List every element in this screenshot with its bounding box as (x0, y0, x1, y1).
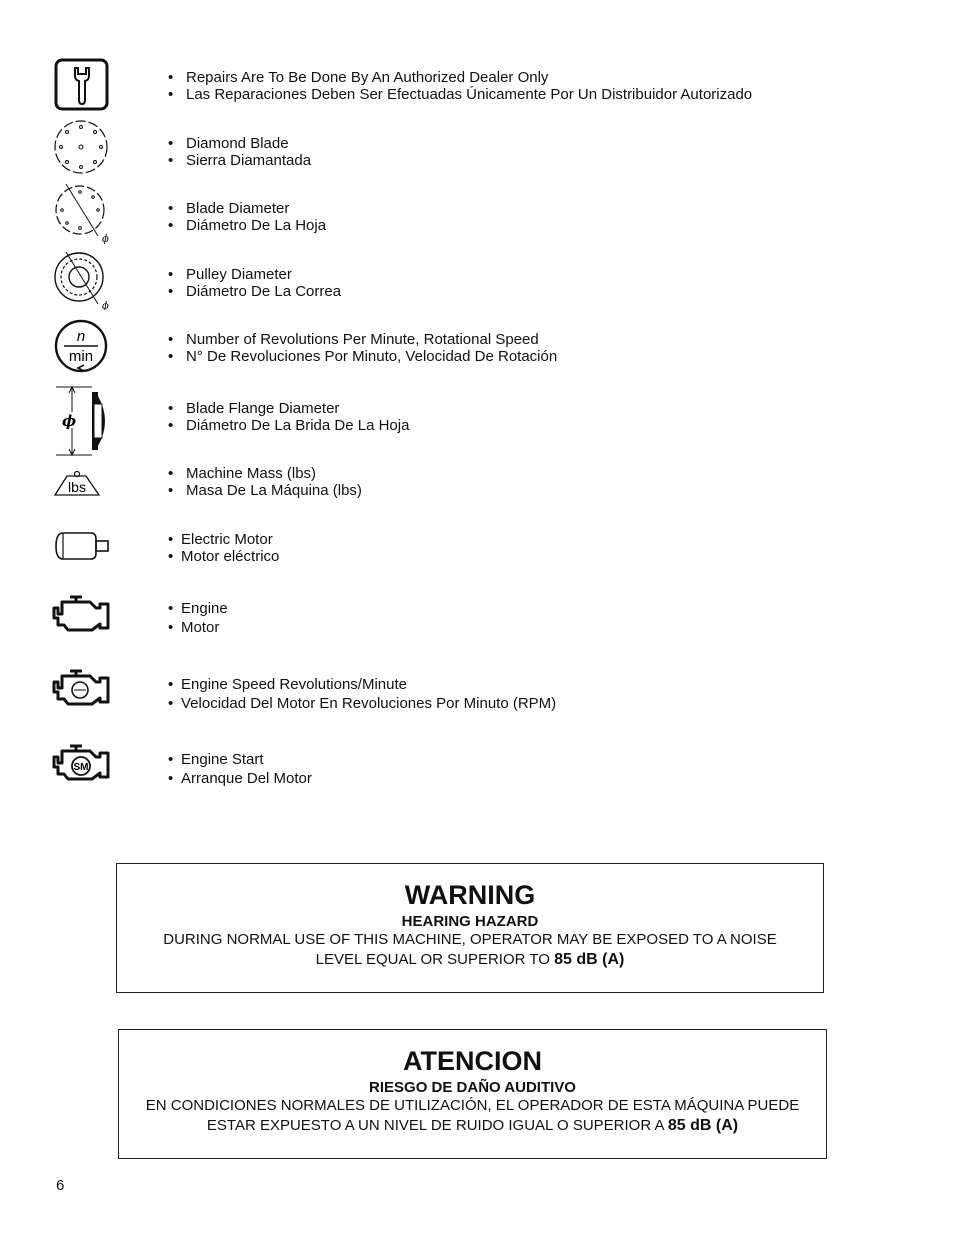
list-item: • Pulley Diameter (168, 266, 341, 283)
rpm-icon-top-text: n (76, 328, 86, 345)
list-item: • Sierra Diamantada (168, 152, 311, 169)
rpm-icon (52, 318, 112, 376)
engine-start-icon-text: SM (73, 762, 89, 773)
warning-title: WARNING (404, 880, 536, 910)
list-item: • Las Reparaciones Deben Ser Efectuadas Únicamente Por Un Distribuidor Autorizado (168, 86, 752, 103)
list-item: • Diámetro De La Correa (168, 283, 341, 300)
warning-subtitle: HEARING HAZARD (401, 913, 539, 930)
flange-phi-text: ϕ (62, 412, 77, 430)
list-item: • Engine (168, 599, 228, 618)
list-item: • Velocidad Del Motor En Revoluciones Por Minuto (RPM) (168, 694, 556, 713)
atencion-text-line2 (119, 1116, 826, 1136)
symbol-list-engine-speed (168, 675, 556, 713)
engine-icon (52, 594, 114, 634)
atencion-box (118, 1029, 827, 1159)
atencion-text-line1: EN CONDICIONES NORMALES DE UTILIZACIÓN, EL OPERADOR DE ESTA MÁQUINA PUEDE (145, 1097, 800, 1114)
wrench-icon (52, 58, 110, 112)
symbol-list-electric-motor (168, 531, 279, 565)
warning-box (116, 863, 824, 993)
symbol-list-machine-mass (168, 465, 362, 499)
symbol-list-pulley-diameter (168, 266, 341, 300)
weight-icon-text: lbs (68, 479, 86, 495)
pulley-diameter-icon (52, 248, 112, 310)
svg-text:ϕ: ϕ (102, 234, 109, 244)
list-item: • Number of Revolutions Per Minute, Rotational Speed (168, 331, 557, 348)
svg-text:ϕ: ϕ (102, 301, 109, 310)
blade-flange-icon (52, 384, 116, 458)
list-item: • Machine Mass (lbs) (168, 465, 362, 482)
list-item: • Motor eléctrico (168, 548, 279, 565)
warning-noise-level: 85 dB (A) (554, 951, 625, 968)
atencion-text-line2-main: ESTAR EXPUESTO A UN NIVEL DE RUIDO IGUAL O SUPERIOR A (206, 1117, 664, 1134)
warning-text-line1: DURING NORMAL USE OF THIS MACHINE, OPERATOR MAY BE EXPOSED TO A NOISE (163, 931, 777, 948)
list-item: • Masa De La Máquina (lbs) (168, 482, 362, 499)
list-item: • Blade Diameter (168, 200, 326, 217)
atencion-title: ATENCION (403, 1046, 542, 1076)
list-item: • Repairs Are To Be Done By An Authorized Dealer Only (168, 69, 752, 86)
symbol-list-rpm (168, 331, 557, 365)
symbol-list-engine (168, 599, 228, 637)
diamond-blade-icon (52, 118, 112, 176)
weight-icon (52, 470, 104, 498)
list-item: • Engine Start (168, 750, 312, 769)
blade-diameter-icon (52, 182, 112, 244)
list-item: • Diámetro De La Brida De La Hoja (168, 417, 409, 434)
list-item: • Diámetro De La Hoja (168, 217, 326, 234)
symbol-list-blade-flange (168, 400, 409, 434)
list-item: • Blade Flange Diameter (168, 400, 409, 417)
warning-text-line2-main: LEVEL EQUAL OR SUPERIOR TO (315, 951, 550, 968)
engine-start-icon (52, 743, 114, 783)
atencion-noise-level: 85 dB (A) (667, 1117, 739, 1134)
list-item: • Motor (168, 618, 228, 637)
list-item: • Electric Motor (168, 531, 279, 548)
engine-speed-icon (52, 668, 114, 708)
list-item: • N° De Revoluciones Por Minuto, Velocidad De Rotación (168, 348, 557, 365)
symbol-list-blade-diameter (168, 200, 326, 234)
symbol-list-engine-start (168, 750, 312, 788)
electric-motor-icon (52, 530, 112, 562)
rpm-icon-bottom-text: min (68, 348, 94, 365)
list-item: • Arranque Del Motor (168, 769, 312, 788)
page-number: 6 (56, 1177, 65, 1194)
list-item: • Diamond Blade (168, 135, 311, 152)
atencion-subtitle: RIESGO DE DAÑO AUDITIVO (369, 1079, 576, 1096)
list-item: • Engine Speed Revolutions/Minute (168, 675, 556, 694)
symbol-list-diamond-blade (168, 135, 311, 169)
warning-text-line2 (117, 950, 823, 970)
symbol-list-repairs (168, 69, 752, 103)
